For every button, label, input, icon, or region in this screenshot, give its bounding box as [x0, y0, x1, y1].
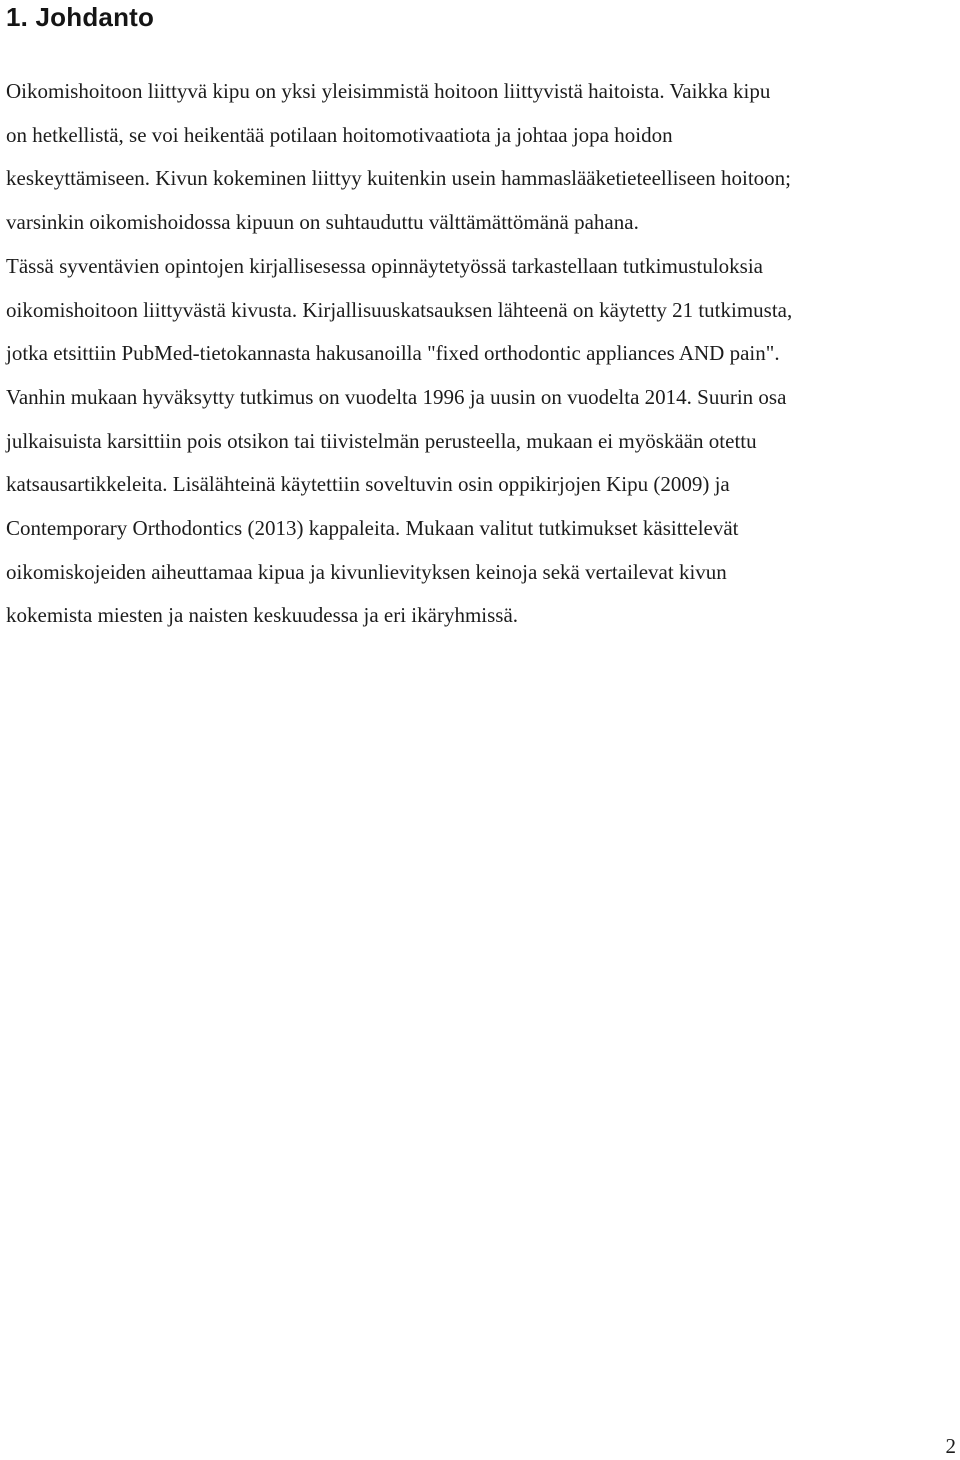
paragraph-line: Oikomishoitoon liittyvä kipu on yksi yleisimmistä hoitoon liittyvistä haitoista. Vaikka kipu [6, 79, 771, 103]
paragraph-line: on hetkellistä, se voi heikentää potilaan hoitomotivaatiota ja johtaa jopa hoidon [6, 122, 673, 147]
paragraph-line: julkaisuista karsittiin pois otsikon tai tiivistelmän perusteella, mukaan ei myöskään otettu [6, 428, 757, 453]
paragraph-line: keskeyttämiseen. Kivun kokeminen liittyy kuitenkin usein hammaslääketieteelliseen hoitoon; [6, 166, 791, 191]
paragraph-line: Contemporary Orthodontics (2013) kappaleita. Mukaan valitut tutkimukset käsittelevät [6, 516, 739, 541]
paragraph-line: oikomiskojeiden aiheuttamaa kipua ja kivunlievityksen keinoja sekä vertailevat kivun [6, 559, 727, 584]
paragraph-line: jotka etsittiin PubMed-tietokannasta hakusanoilla "fixed orthodontic appliances AND pain". [6, 341, 780, 366]
paragraph-line: oikomishoitoon liittyvästä kivusta. Kirjallisuuskatsauksen lähteenä on käytetty 21 tutkimusta, [6, 297, 793, 322]
section-heading: 1. Johdanto [6, 2, 155, 32]
introduction-paragraph [6, 70, 954, 638]
paragraph-line: Vanhin mukaan hyväksytty tutkimus on vuodelta 1996 ja uusin on vuodelta 2014. Suurin osa [6, 384, 787, 409]
paragraph-line: Tässä syventävien opintojen kirjallisesessa opinnäytetyössä tarkastellaan tutkimustuloksia [6, 253, 764, 278]
paragraph-line: kokemista miesten ja naisten keskuudessa ja eri ikäryhmissä. [6, 603, 519, 628]
page-number: 2 [945, 1434, 956, 1458]
paragraph-line: katsausartikkeleita. Lisälähteinä käytettiin soveltuvin osin oppikirjojen Kipu (2009) ja [6, 472, 730, 497]
paragraph-line: varsinkin oikomishoidossa kipuun on suhtauduttu välttämättömänä pahana. [6, 210, 639, 235]
